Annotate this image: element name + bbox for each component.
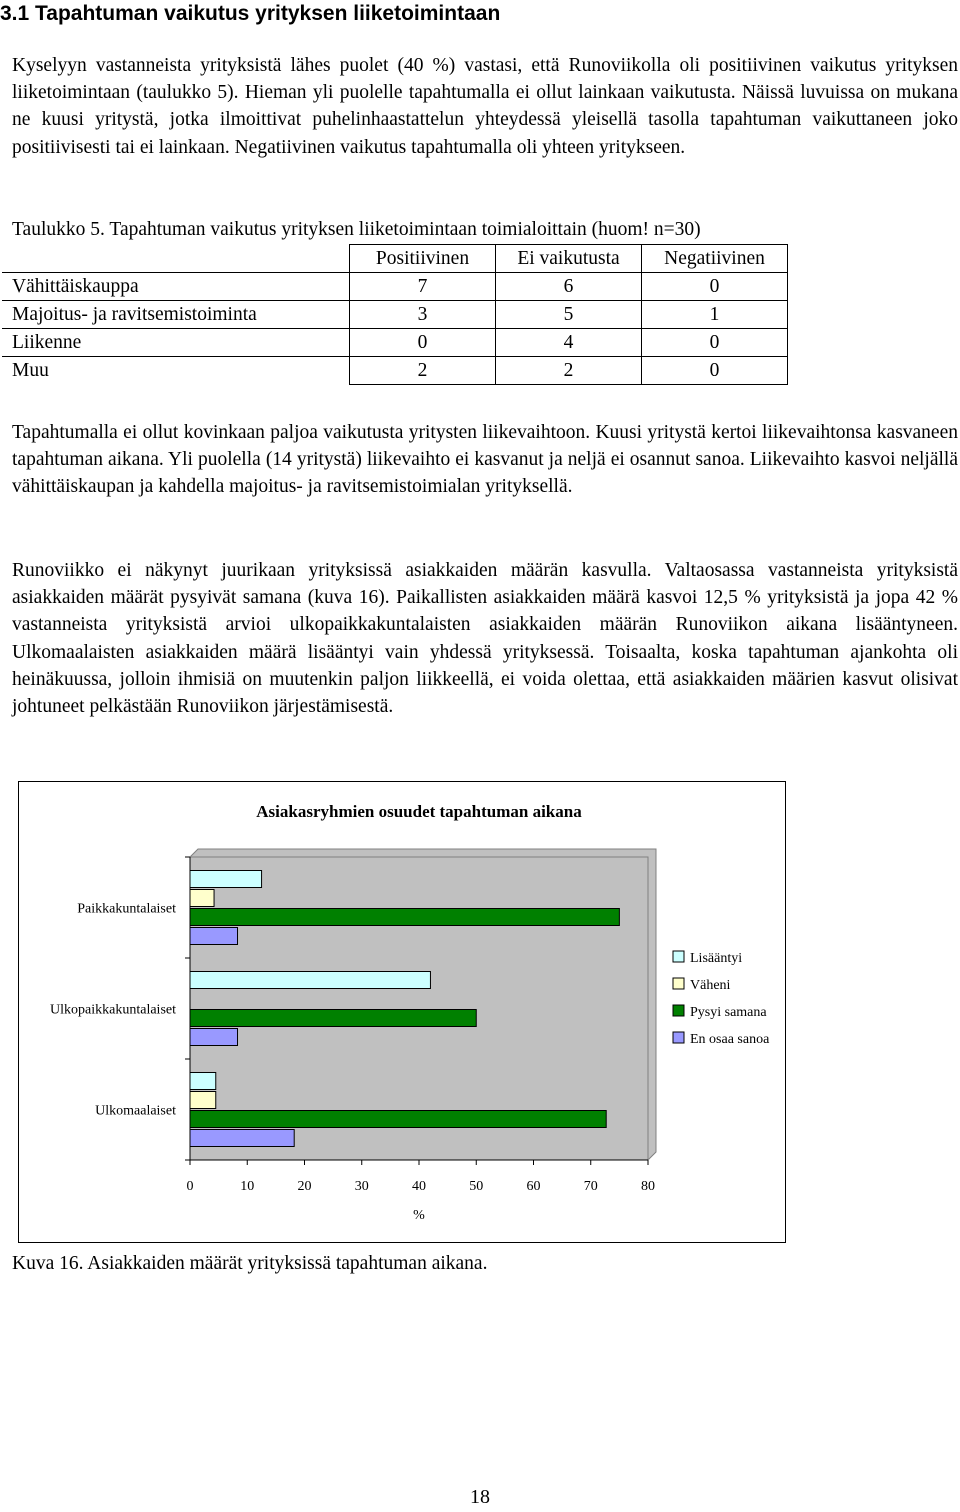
chart-frame <box>18 781 786 1243</box>
paragraph-3: Runoviikko ei näkynyt juurikaan yrityksissä asiakkaiden määrän kasvulla. Valtaosassa vastanneista yrityksistä asiakkaiden määrät pysyivät samana (kuva 16). Paikallisten asiakkaiden määrä kasvoi 12,5 % yrityksistä ja jopa 42 % vastanneista yrityksistä arvioi ulkopaikkakuntalaisten asiakkaiden määrän Runoviikon aikana lisääntyneen. Ulkomaalaisten asiakkaiden määrä lisääntyi vain yhdessä yrityksessä. Toisaalta, koska tapahtuman ajankohta oli heinäkuussa, jolloin ihmisiä on muutenkin paljon liikkeellä, ei voida olettaa, että asiakkaiden määrien kasvut olisivat johtuneet pelkästään Runoviikon järjestämisestä. <box>12 560 958 718</box>
x-tick-label: 20 <box>297 1179 312 1194</box>
x-tick-label: 70 <box>583 1179 598 1194</box>
table-cell: Majoitus- ja ravitsemistoiminta <box>2 301 350 329</box>
paragraph-2: Tapahtumalla ei ollut kovinkaan paljoa vaikutusta yritysten liikevaihtoon. Kuusi yritystä kertoi liikevaihtonsa kasvaneen tapahtuman aikana. Yli puolella (14 yritystä) liikevaihto ei kasvanut ja neljä ei osannut sanoa. Liikevaihto kasvoi neljällä vähittäiskaupan ja kahdella majoitus- ja ravitsemistoimialan yrityksellä. <box>12 422 958 498</box>
y-category-label: Paikkakuntalaiset <box>77 901 176 917</box>
bar <box>190 972 430 989</box>
table-cell: 0 <box>642 273 788 301</box>
customer-groups-bar-chart <box>19 782 785 1242</box>
table-cell: 1 <box>642 301 788 329</box>
legend-swatch <box>673 951 684 962</box>
bar <box>190 871 262 888</box>
legend-label: Väheni <box>690 978 731 993</box>
x-tick-label: 80 <box>641 1179 655 1194</box>
table-header-cell <box>2 245 350 273</box>
table-row <box>2 357 788 385</box>
legend-swatch <box>673 1005 684 1016</box>
legend-label: Pysyi samana <box>690 1005 767 1020</box>
figure-caption: Kuva 16. Asiakkaiden määrät yrityksissä tapahtuman aikana. <box>12 1253 488 1274</box>
x-tick-label: 30 <box>354 1179 369 1194</box>
table-cell: 3 <box>350 301 496 329</box>
table-cell: 6 <box>496 273 642 301</box>
table-cell: Vähittäiskauppa <box>2 273 350 301</box>
bar <box>190 909 619 926</box>
table-row <box>2 273 788 301</box>
x-tick-label: 60 <box>526 1179 541 1194</box>
legend-label: Lisääntyi <box>690 951 743 966</box>
table-cell: 0 <box>350 329 496 357</box>
x-tick-label: 0 <box>186 1179 194 1194</box>
section-heading: 3.1 Tapahtuman vaikutus yrityksen liiketoimintaan <box>0 2 501 25</box>
table-cell: 4 <box>496 329 642 357</box>
y-category-label: Ulkomaalaiset <box>95 1103 176 1119</box>
table-cell: 5 <box>496 301 642 329</box>
table-row <box>2 329 788 357</box>
legend-swatch <box>673 978 684 989</box>
bar <box>190 1130 294 1147</box>
table-header-cell: Negatiivinen <box>642 245 788 273</box>
bar <box>190 890 214 907</box>
legend-swatch <box>673 1032 684 1043</box>
x-tick-label: 10 <box>240 1179 255 1194</box>
x-tick-label: 40 <box>412 1179 426 1194</box>
bar <box>190 1029 238 1046</box>
table-header-cell: Positiivinen <box>350 245 496 273</box>
table-cell: 0 <box>642 357 788 385</box>
table-5 <box>2 244 788 385</box>
table-cell: 0 <box>642 329 788 357</box>
chart-title: Asiakasryhmien osuudet tapahtuman aikana <box>256 802 582 821</box>
legend-label: En osaa sanoa <box>690 1032 770 1047</box>
table-header-row <box>2 245 788 273</box>
paragraph-1: Kyselyyn vastanneista yrityksistä lähes puolet (40 %) vastasi, että Runoviikolla oli positiivinen vaikutus yrityksen liiketoimintaan (taulukko 5). Hieman yli puolelle tapahtumalla ei ollut lainkaan vaikutusta. Näissä luvuissa on mukana ne kuusi yritystä, jotka ilmoittivat puhelinhaastattelun yhteydessä yleisellä tasolla tapahtuman vaikuttaneen joko positiivisesti tai ei lainkaan. Negatiivinen vaikutus tapahtumalla oli yhteen yritykseen. <box>12 55 958 158</box>
page-number: 18 <box>470 1486 490 1508</box>
x-tick-label: 50 <box>469 1179 484 1194</box>
bar <box>190 1111 606 1128</box>
table-row <box>2 301 788 329</box>
y-category-label: Ulkopaikkakuntalaiset <box>50 1002 176 1018</box>
x-axis-label: % <box>413 1208 425 1223</box>
table-cell: Liikenne <box>2 329 350 357</box>
table-caption: Taulukko 5. Tapahtuman vaikutus yrityksen liiketoimintaan toimialoittain (huom! n=30) <box>12 219 701 240</box>
table-cell: 7 <box>350 273 496 301</box>
table-cell: 2 <box>496 357 642 385</box>
bar <box>190 928 238 945</box>
table-cell: Muu <box>2 357 350 385</box>
bar <box>190 1010 476 1027</box>
table-cell: 2 <box>350 357 496 385</box>
bar <box>190 1092 216 1109</box>
bar <box>190 1073 216 1090</box>
table-header-cell: Ei vaikutusta <box>496 245 642 273</box>
